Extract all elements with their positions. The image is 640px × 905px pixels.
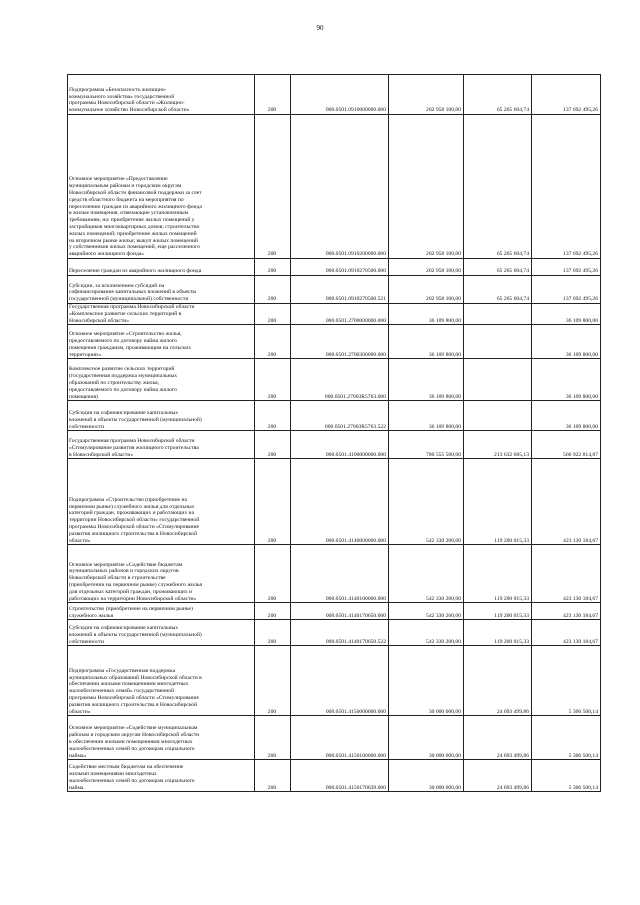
- row-admin-code-cell: 200: [255, 304, 291, 325]
- row-admin-code-cell: 200: [255, 760, 291, 792]
- row-admin-code-cell: 200: [255, 115, 291, 259]
- row-name-cell: Подпрограмма «Государственная поддержка муниципальных образований Новосибирской области в обеспечении жилыми помещениями многодетных малообеспеченных семей» государственной программы Новосибирской области «Стимулирование развития жилищного строительства в Новосибирской области»: [68, 646, 255, 716]
- row-approved-amount-cell: 30 000 000,00: [389, 716, 464, 760]
- table-row: [68, 545, 601, 603]
- row-approved-amount-cell: 542 330 200,00: [389, 545, 464, 603]
- row-executed-amount-cell: [464, 325, 532, 359]
- row-budget-code-cell: 000.0501.4140000000.000: [291, 459, 389, 545]
- row-approved-amount-cell: 36 109 800,00: [389, 359, 464, 401]
- row-executed-amount-cell: 213 632 685,13: [464, 431, 532, 459]
- table-row: [68, 325, 601, 359]
- row-executed-amount-cell: 119 200 015,33: [464, 459, 532, 545]
- row-remaining-amount-cell: 5 306 500,14: [532, 716, 601, 760]
- row-approved-amount-cell: 30 000 000,00: [389, 760, 464, 792]
- row-name-cell: Основное мероприятие «Строительство жилья, предоставляемого по договору найма жилого помещения гражданам, проживающим на сельских территориях»: [68, 325, 255, 359]
- row-admin-code-cell: 200: [255, 359, 291, 401]
- row-budget-code-cell: 000.0501.4150170639.000: [291, 760, 389, 792]
- row-remaining-amount-cell: 137 692 495,26: [532, 75, 601, 115]
- row-executed-amount-cell: 24 693 499,86: [464, 646, 532, 716]
- row-remaining-amount-cell: 36 109 800,00: [532, 401, 601, 431]
- row-executed-amount-cell: 65 265 604,74: [464, 276, 532, 304]
- row-name-cell: Переселение граждан из аварийного жилищного фонда: [68, 259, 255, 276]
- row-approved-amount-cell: 542 330 200,00: [389, 459, 464, 545]
- row-budget-code-cell: 000.0501.4100000000.000: [291, 431, 389, 459]
- row-executed-amount-cell: 119 200 015,33: [464, 620, 532, 646]
- table-row: [68, 75, 601, 115]
- row-admin-code-cell: 200: [255, 620, 291, 646]
- row-name-cell: Подпрограмма «Строительство (приобретение на первичном рынке) служебного жилья для отдельных категорий граждан, проживающих и работающих на территории Новосибирской области» государственной программы Новосибирской области «Стимулирование развития жилищного строительства в Новосибирской области»: [68, 459, 255, 545]
- row-name-cell: Основное мероприятие «Содействие муниципальным районам и городским округам Новосибирской области в обеспечении жилыми помещениями многодетных малообеспеченных семей по договорам социального найма»: [68, 716, 255, 760]
- row-admin-code-cell: 200: [255, 259, 291, 276]
- row-executed-amount-cell: 119 200 015,33: [464, 603, 532, 620]
- row-executed-amount-cell: [464, 359, 532, 401]
- table-row: [68, 359, 601, 401]
- row-budget-code-cell: 000.0501.0910000000.000: [291, 75, 389, 115]
- row-name-cell: Основное мероприятие «Содействие бюджетам муниципальных районов и городских округов Новосибирской области в строительстве (приобретении на первичном рынке) служебного жилья для отдельных категорий граждан, проживающих и работающих на территории Новосибирской области»: [68, 545, 255, 603]
- row-approved-amount-cell: 202 958 100,00: [389, 75, 464, 115]
- table-row: [68, 115, 601, 259]
- page-number: 90: [316, 24, 324, 32]
- row-approved-amount-cell: 202 958 100,00: [389, 259, 464, 276]
- row-approved-amount-cell: 36 109 800,00: [389, 325, 464, 359]
- row-budget-code-cell: 000.0501.0910270500.000: [291, 259, 389, 276]
- row-remaining-amount-cell: 423 130 184,67: [532, 603, 601, 620]
- row-budget-code-cell: 000.0501.4140170650.000: [291, 603, 389, 620]
- row-approved-amount-cell: 542 330 200,00: [389, 620, 464, 646]
- row-executed-amount-cell: [464, 304, 532, 325]
- row-budget-code-cell: 000.0501.0910200000.000: [291, 115, 389, 259]
- row-remaining-amount-cell: 5 306 500,14: [532, 646, 601, 716]
- row-executed-amount-cell: 24 693 499,86: [464, 716, 532, 760]
- row-admin-code-cell: 200: [255, 75, 291, 115]
- table-row: [68, 620, 601, 646]
- row-remaining-amount-cell: 423 130 184,67: [532, 620, 601, 646]
- table-row: [68, 603, 601, 620]
- row-approved-amount-cell: 36 109 800,00: [389, 304, 464, 325]
- table-row: [68, 716, 601, 760]
- row-budget-code-cell: 000.0501.4150100000.000: [291, 716, 389, 760]
- row-approved-amount-cell: 36 109 800,00: [389, 401, 464, 431]
- table-row: [68, 646, 601, 716]
- row-approved-amount-cell: 542 330 200,00: [389, 603, 464, 620]
- row-name-cell: Субсидии на софинансирование капитальных вложений в объекты государственной (муниципальной) собственности: [68, 620, 255, 646]
- row-remaining-amount-cell: 423 130 184,67: [532, 545, 601, 603]
- row-remaining-amount-cell: 36 109 800,00: [532, 304, 601, 325]
- row-remaining-amount-cell: 137 692 495,26: [532, 115, 601, 259]
- row-budget-code-cell: 000.0501.27003R5763.522: [291, 401, 389, 431]
- row-executed-amount-cell: [464, 401, 532, 431]
- row-name-cell: Субсидии на софинансирование капитальных вложений в объекты государственной (муниципальной) собственности: [68, 401, 255, 431]
- table-row: [68, 276, 601, 304]
- row-executed-amount-cell: 24 693 499,86: [464, 760, 532, 792]
- budget-table: [67, 74, 601, 792]
- row-remaining-amount-cell: 5 306 500,14: [532, 760, 601, 792]
- row-budget-code-cell: 000.0501.2700300000.000: [291, 325, 389, 359]
- row-remaining-amount-cell: 566 922 814,87: [532, 431, 601, 459]
- table-row: [68, 431, 601, 459]
- row-approved-amount-cell: 202 958 100,00: [389, 115, 464, 259]
- row-admin-code-cell: 200: [255, 545, 291, 603]
- row-admin-code-cell: 200: [255, 431, 291, 459]
- row-approved-amount-cell: 202 958 100,00: [389, 276, 464, 304]
- row-executed-amount-cell: 65 265 604,74: [464, 259, 532, 276]
- row-budget-code-cell: 000.0501.2700000000.000: [291, 304, 389, 325]
- row-budget-code-cell: 000.0501.0910270500.521: [291, 276, 389, 304]
- row-executed-amount-cell: 65 265 604,74: [464, 115, 532, 259]
- table-row: [68, 304, 601, 325]
- row-name-cell: Подпрограмма «Безопасность жилищно- коммунального хозяйства» государственной программы Новосибирской области «Жилищно- коммунальное хозяйство Новосибирской области»: [68, 75, 255, 115]
- row-admin-code-cell: 200: [255, 401, 291, 431]
- row-executed-amount-cell: 65 265 604,74: [464, 75, 532, 115]
- table-row: [68, 401, 601, 431]
- row-name-cell: Комплексное развитие сельских территорий (государственная поддержка муниципальных образований по строительству жилья, предоставляемого по договору найма жилого помещения): [68, 359, 255, 401]
- row-admin-code-cell: 200: [255, 276, 291, 304]
- row-approved-amount-cell: 780 555 500,00: [389, 431, 464, 459]
- row-admin-code-cell: 200: [255, 603, 291, 620]
- row-name-cell: Основное мероприятие «Предоставление муниципальным районам и городским округам Новосибирской области финансовой поддержки за счет средств областного бюджета на мероприятия по переселению граждан из аварийного жилищного фонда в жилые помещения, отвечающие установленным требованиям, на: приобретение жилых помещений у застройщиков многоквартирных домов; строительство жилых помещений; приобретение жилых помещений на вторичном рынке жилья; выкуп жилых помещений у собственников жилых помещений, еще расселенного аварийного жилищного фонда»: [68, 115, 255, 259]
- row-remaining-amount-cell: 137 692 495,26: [532, 276, 601, 304]
- table-row: [68, 459, 601, 545]
- row-budget-code-cell: 000.0501.4140100000.000: [291, 545, 389, 603]
- row-remaining-amount-cell: 423 130 184,67: [532, 459, 601, 545]
- row-remaining-amount-cell: 36 109 800,00: [532, 325, 601, 359]
- row-budget-code-cell: 000.0501.4140170650.522: [291, 620, 389, 646]
- row-admin-code-cell: 200: [255, 325, 291, 359]
- row-admin-code-cell: 200: [255, 646, 291, 716]
- row-admin-code-cell: 200: [255, 716, 291, 760]
- row-budget-code-cell: 000.0501.27003R5763.000: [291, 359, 389, 401]
- row-approved-amount-cell: 30 000 000,00: [389, 646, 464, 716]
- row-admin-code-cell: 200: [255, 459, 291, 545]
- row-remaining-amount-cell: 36 109 800,00: [532, 359, 601, 401]
- table-row: [68, 259, 601, 276]
- row-name-cell: Субсидии, за исключением субсидий на софинансирование капитальных вложений в объекты государственной (муниципальной) собственности: [68, 276, 255, 304]
- row-budget-code-cell: 000.0501.4150000000.000: [291, 646, 389, 716]
- row-name-cell: Строительство (приобретение на первичном рынке) служебного жилья: [68, 603, 255, 620]
- budget-table-body: [68, 75, 601, 792]
- row-executed-amount-cell: 119 200 015,33: [464, 545, 532, 603]
- row-name-cell: Государственная программа Новосибирской области «Стимулирование развития жилищного строительства в Новосибирской области»: [68, 431, 255, 459]
- row-remaining-amount-cell: 137 692 495,26: [532, 259, 601, 276]
- row-name-cell: Государственная программа Новосибирской области «Комплексное развитие сельских территорий в Новосибирской области»: [68, 304, 255, 325]
- table-row: [68, 760, 601, 792]
- row-name-cell: Содействие местным бюджетам на обеспечение жилыми помещениями многодетных малообеспеченных семей по договорам социального найма: [68, 760, 255, 792]
